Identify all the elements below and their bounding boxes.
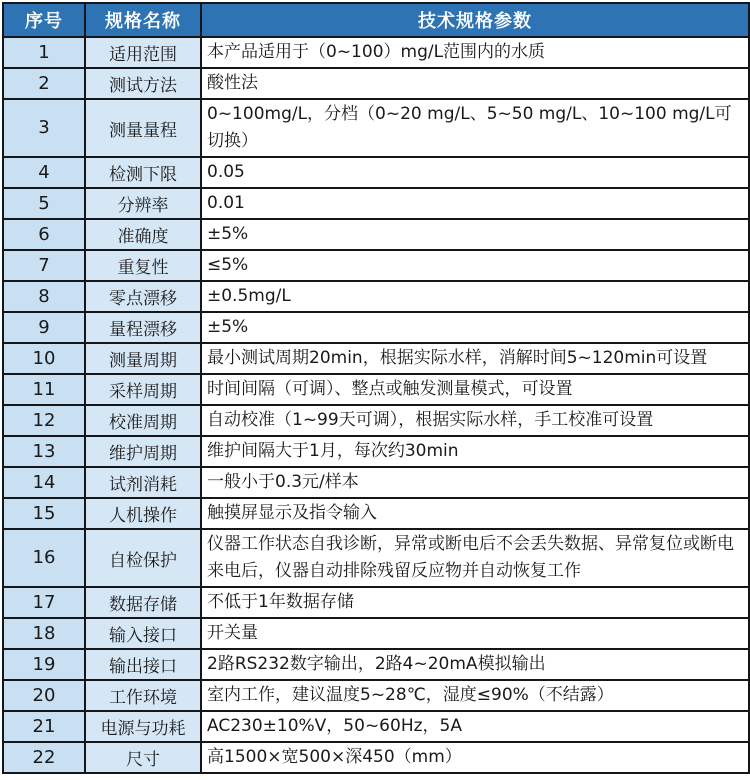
spec-value-cell: 维护间隔大于1月，每次约30min (201, 436, 749, 467)
spec-name-cell: 测试方法 (85, 68, 201, 99)
table-row (3, 250, 749, 281)
row-number-cell: 10 (3, 343, 85, 374)
table-row (3, 436, 749, 467)
table-row (3, 618, 749, 649)
row-number-cell: 15 (3, 498, 85, 529)
spec-value-cell: 仪器工作状态自我诊断，异常或断电后不会丢失数据、异常复位或断电来电后，仪器自动排除残留反应物并自动恢复工作 (201, 529, 749, 587)
spec-value-cell: 0.05 (201, 157, 749, 188)
table-row (3, 157, 749, 188)
spec-value-cell: ≤5% (201, 250, 749, 281)
table-row (3, 343, 749, 374)
row-number-cell: 19 (3, 649, 85, 680)
spec-name-cell: 尺寸 (85, 742, 201, 773)
table-row (3, 188, 749, 219)
spec-name-cell: 输出接口 (85, 649, 201, 680)
spec-value-cell: 酸性法 (201, 68, 749, 99)
table-row (3, 498, 749, 529)
spec-value-cell: 0~100mg/L，分档（0~20 mg/L、5~50 mg/L、10~100 mg/L可切换） (201, 99, 749, 157)
spec-name-cell: 输入接口 (85, 618, 201, 649)
table-body (3, 37, 749, 773)
row-number-cell: 7 (3, 250, 85, 281)
table-row (3, 99, 749, 157)
spec-value-cell: 一般小于0.3元/样本 (201, 467, 749, 498)
spec-value-cell: ±5% (201, 219, 749, 250)
table-row (3, 467, 749, 498)
row-number-cell: 20 (3, 680, 85, 711)
spec-value-cell: 不低于1年数据存储 (201, 587, 749, 618)
spec-name-cell: 量程漂移 (85, 312, 201, 343)
spec-value-cell: 触摸屏显示及指令输入 (201, 498, 749, 529)
table-row (3, 37, 749, 68)
table-row (3, 680, 749, 711)
table-row (3, 219, 749, 250)
spec-name-cell: 测量周期 (85, 343, 201, 374)
spec-name-cell: 电源与功耗 (85, 711, 201, 742)
row-number-cell: 8 (3, 281, 85, 312)
spec-name-cell: 零点漂移 (85, 281, 201, 312)
row-number-cell: 14 (3, 467, 85, 498)
row-number-cell: 16 (3, 529, 85, 587)
table-row (3, 68, 749, 99)
spec-name-cell: 重复性 (85, 250, 201, 281)
table-row (3, 374, 749, 405)
spec-name-cell: 维护周期 (85, 436, 201, 467)
header-spec-params: 技术规格参数 (201, 3, 749, 37)
spec-name-cell: 自检保护 (85, 529, 201, 587)
spec-value-cell: 室内工作，建议温度5~28℃，湿度≤90%（不结露） (201, 680, 749, 711)
row-number-cell: 17 (3, 587, 85, 618)
row-number-cell: 4 (3, 157, 85, 188)
spec-name-cell: 适用范围 (85, 37, 201, 68)
table-row (3, 742, 749, 773)
table-header (3, 3, 749, 37)
table-row (3, 649, 749, 680)
spec-value-cell: ±5% (201, 312, 749, 343)
spec-name-cell: 工作环境 (85, 680, 201, 711)
table-row (3, 405, 749, 436)
row-number-cell: 1 (3, 37, 85, 68)
row-number-cell: 3 (3, 99, 85, 157)
spec-name-cell: 人机操作 (85, 498, 201, 529)
spec-value-cell: ±0.5mg/L (201, 281, 749, 312)
spec-value-cell: 自动校准（1~99天可调），根据实际水样，手工校准可设置 (201, 405, 749, 436)
row-number-cell: 11 (3, 374, 85, 405)
row-number-cell: 12 (3, 405, 85, 436)
spec-name-cell: 试剂消耗 (85, 467, 201, 498)
spec-name-cell: 校准周期 (85, 405, 201, 436)
spec-value-cell: 开关量 (201, 618, 749, 649)
row-number-cell: 6 (3, 219, 85, 250)
row-number-cell: 22 (3, 742, 85, 773)
spec-name-cell: 准确度 (85, 219, 201, 250)
row-number-cell: 21 (3, 711, 85, 742)
spec-name-cell: 采样周期 (85, 374, 201, 405)
header-spec-name: 规格名称 (85, 3, 201, 37)
spec-value-cell: 0.01 (201, 188, 749, 219)
table-row (3, 281, 749, 312)
spec-name-cell: 检测下限 (85, 157, 201, 188)
table-row (3, 587, 749, 618)
table-row (3, 529, 749, 587)
row-number-cell: 9 (3, 312, 85, 343)
row-number-cell: 2 (3, 68, 85, 99)
spec-value-cell: 时间间隔（可调）、整点或触发测量模式，可设置 (201, 374, 749, 405)
header-row (3, 3, 749, 37)
spec-name-cell: 数据存储 (85, 587, 201, 618)
spec-name-cell: 测量量程 (85, 99, 201, 157)
table-row (3, 711, 749, 742)
row-number-cell: 5 (3, 188, 85, 219)
row-number-cell: 18 (3, 618, 85, 649)
technical-spec-table (2, 2, 750, 774)
table-row (3, 312, 749, 343)
spec-name-cell: 分辨率 (85, 188, 201, 219)
spec-value-cell: 本产品适用于（0~100）mg/L范围内的水质 (201, 37, 749, 68)
row-number-cell: 13 (3, 436, 85, 467)
spec-value-cell: 高1500×宽500×深450（mm） (201, 742, 749, 773)
spec-value-cell: 最小测试周期20min，根据实际水样，消解时间5~120min可设置 (201, 343, 749, 374)
header-serial-number: 序号 (3, 3, 85, 37)
spec-value-cell: AC230±10%V，50~60Hz，5A (201, 711, 749, 742)
spec-value-cell: 2路RS232数字输出，2路4~20mA模拟输出 (201, 649, 749, 680)
